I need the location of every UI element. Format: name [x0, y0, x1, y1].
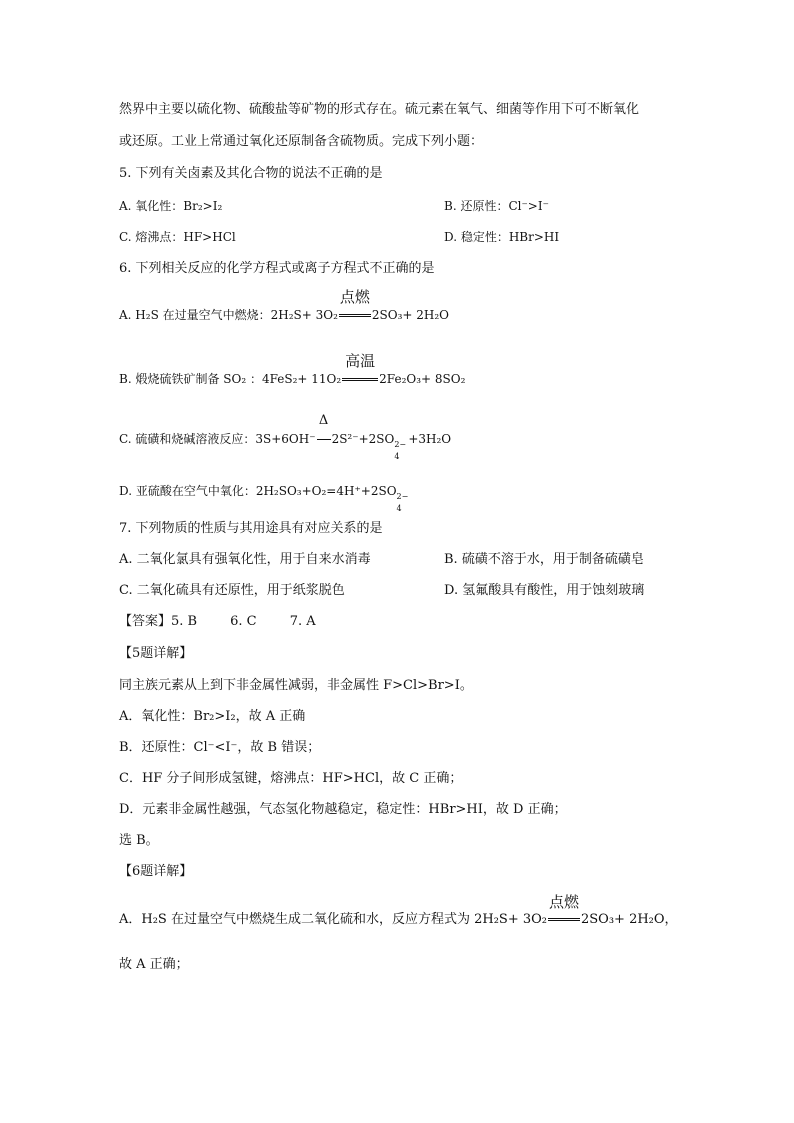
exp6-a-line — [119, 893, 678, 929]
reaction-condition: 高温 — [345, 352, 376, 370]
reaction-condition: Δ — [318, 413, 329, 428]
q6-c-products: 2S²⁻+2 — [331, 432, 377, 446]
q6-option-d: D. 亚硫酸在空气中氧化：2H₂SO₃+O₂=4H⁺+2SO 2− 4 — [119, 484, 409, 513]
q6-stem: 6. 下列相关反应的化学方程式或离子方程式不正确的是 — [119, 261, 435, 276]
exp6-title: 【6题详解】 — [119, 864, 193, 879]
q6-option-c: C. 硫磺和烧碱溶液反应：3S+6OH⁻ Δ 2S²⁻+2SO 2− 4 +3H₂O — [119, 413, 452, 461]
q6-a-reactants: A. H₂S 在过量空气中燃烧：2H₂S+ 3O₂ — [119, 308, 338, 322]
q6-b-reactants: B. 煅烧硫铁矿制备 SO₂ ：4FeS₂+ 11O₂ — [119, 372, 342, 386]
reaction-condition: 点燃 — [548, 893, 579, 911]
q7-option-a: A. 二氧化氯具有强氧化性，用于自来水消毒 — [119, 552, 371, 567]
reaction-arrow — [338, 288, 372, 324]
q6-d-equation: D. 亚硫酸在空气中氧化：2H₂SO₃+O₂=4H⁺+2 — [119, 484, 379, 498]
q7-option-b: B. 硫磺不溶于水，用于制备硫磺皂 — [444, 552, 644, 567]
exp5-line-1: 同主族元素从上到下非金属性减弱，非金属性 F>Cl>Br>I。 — [119, 678, 473, 693]
q7-option-d: D. 氢氟酸具有酸性，用于蚀刻玻璃 — [444, 583, 645, 598]
exp5-line-3: B．还原性：Cl⁻<I⁻，故 B 错误； — [119, 740, 321, 755]
exp6-a-products: 2SO₃+ 2H₂O， — [581, 912, 678, 927]
q7-stem: 7. 下列物质的性质与其用途具有对应关系的是 — [119, 521, 383, 536]
q5-option-d: D. 稳定性：HBr>HI — [444, 230, 560, 244]
reaction-arrow — [341, 352, 379, 388]
exp6-a-text: A．H₂S 在过量空气中燃烧生成二氧化硫和水，反应方程式为 2H₂S+ 3O₂ — [119, 912, 547, 927]
exp5-line-5: D．元素非金属性越强，气态氢化物越稳定，稳定性：HBr>HI，故 D 正确； — [119, 802, 567, 817]
sulfate-ion: SO — [376, 432, 395, 446]
reaction-arrow — [547, 893, 581, 929]
exp6-a-conclusion: 故 A 正确； — [119, 957, 189, 972]
reaction-arrow — [316, 413, 332, 448]
sulfate-ion: SO — [378, 484, 397, 498]
q6-c-tail: +3H₂O — [408, 432, 452, 446]
exp5-line-4: C．HF 分子间形成氢键，熔沸点：HF>HCl，故 C 正确； — [119, 771, 463, 786]
q5-option-a: A. 氧化性：Br₂>I₂ — [119, 199, 223, 213]
reaction-condition: 点燃 — [339, 288, 370, 306]
exp5-line-6: 选 B。 — [119, 833, 159, 848]
q6-b-products: 2Fe₂O₃+ 8SO₂ — [379, 372, 466, 386]
q5-stem: 5. 下列有关卤素及其化合物的说法不正确的是 — [119, 166, 383, 181]
intro-line-1: 然界中主要以硫化物、硫酸盐等矿物的形式存在。硫元素在氧气、细菌等作用下可不断氧化 — [119, 102, 640, 117]
q7-option-c: C. 二氧化硫具有还原性，用于纸浆脱色 — [119, 583, 345, 598]
q6-option-a — [119, 288, 450, 324]
q5-option-c: C. 熔沸点：HF>HCl — [119, 230, 236, 244]
q6-c-reactants: C. 硫磺和烧碱溶液反应：3S+6OH⁻ — [119, 432, 316, 446]
q6-a-products: 2SO₃+ 2H₂O — [371, 308, 450, 322]
answer-line: 【答案】5. B 6. C 7. A — [119, 614, 316, 629]
intro-line-2: 或还原。工业上常通过氧化还原制备含硫物质。完成下列小题： — [119, 134, 484, 149]
q6-option-b — [119, 352, 466, 388]
q5-option-b: B. 还原性：Cl⁻>I⁻ — [444, 199, 549, 213]
exp5-line-2: A．氧化性：Br₂>I₂，故 A 正确 — [119, 709, 306, 724]
exp5-title: 【5题详解】 — [119, 646, 193, 661]
